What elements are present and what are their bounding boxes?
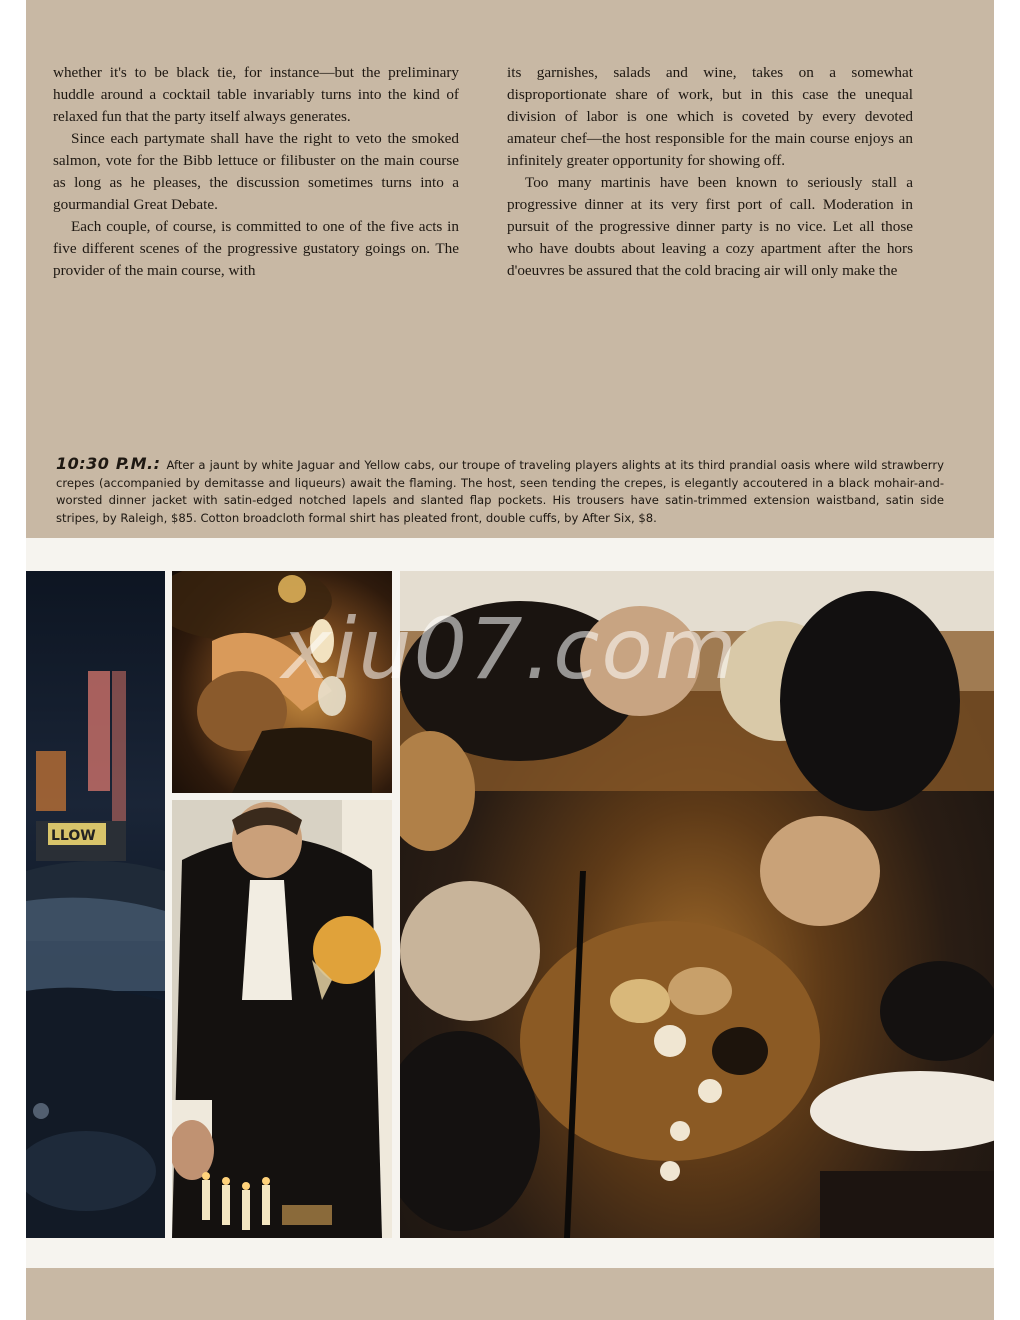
paragraph: Each couple, of course, is committed to one of the five acts in five different scenes of the progressive gustatory goings on. The provider of the main course, with bbox=[53, 218, 459, 279]
photo-night-street bbox=[26, 571, 165, 1238]
photo-host-tending-crepes bbox=[172, 800, 392, 1238]
caption-text: After a jaunt by white Jaguar and Yellow cabs, our troupe of traveling players alights at its third prandial oasis where wild strawberry crepes (accompanied by demitasse and liqueurs) await the flaming. The host, seen tending the crepes, is elegantly accoutered in a black mohair-and-worsted dinner jacket with satin-edged notched lapels and slanted flap pockets. His trousers have satin-trimmed extension waistband, satin side stripes, by Raleigh, $85. Cotton broadcloth formal shirt has pleated front, double cuffs, by After Six, $8. bbox=[56, 458, 944, 525]
article-left-column bbox=[53, 62, 459, 282]
paragraph: whether it's to be black tie, for instance—but the preliminary huddle around a cocktail table invariably turns into the kind of relaxed fun that the party itself always generates. bbox=[53, 64, 459, 125]
taxi-sign-text: LLOW bbox=[51, 828, 96, 844]
host-illustration bbox=[172, 800, 392, 1238]
night-street-illustration bbox=[26, 571, 165, 1238]
caption-time: 10:30 P.M.: bbox=[56, 454, 161, 473]
paragraph: Since each partymate shall have the right to veto the smoked salmon, vote for the Bibb lettuce or filibuster on the main course as long as he pleases, the discussion sometimes turns into a gourmandial Great Debate. bbox=[53, 130, 459, 213]
article-right-column bbox=[507, 62, 913, 282]
paragraph: its garnishes, salads and wine, takes on a somewhat disproportionate share of work, but in this case the unequal division of labor is one which is coveted by every devoted amateur chef—the host responsible for the main course enjoys an infinitely greater opportunity for showing off. bbox=[507, 64, 913, 169]
watermark: xiu07.com bbox=[281, 600, 739, 698]
paragraph: Too many martinis have been known to seriously stall a progressive dinner at its very first port of call. Moderation in pursuit of the progressive dinner party is no vice. Let all those who have doubts about leaving a cozy apartment after the hors d'oeuvres be assured that the cold bracing air will only make the bbox=[507, 174, 913, 279]
photo-caption bbox=[56, 455, 944, 527]
